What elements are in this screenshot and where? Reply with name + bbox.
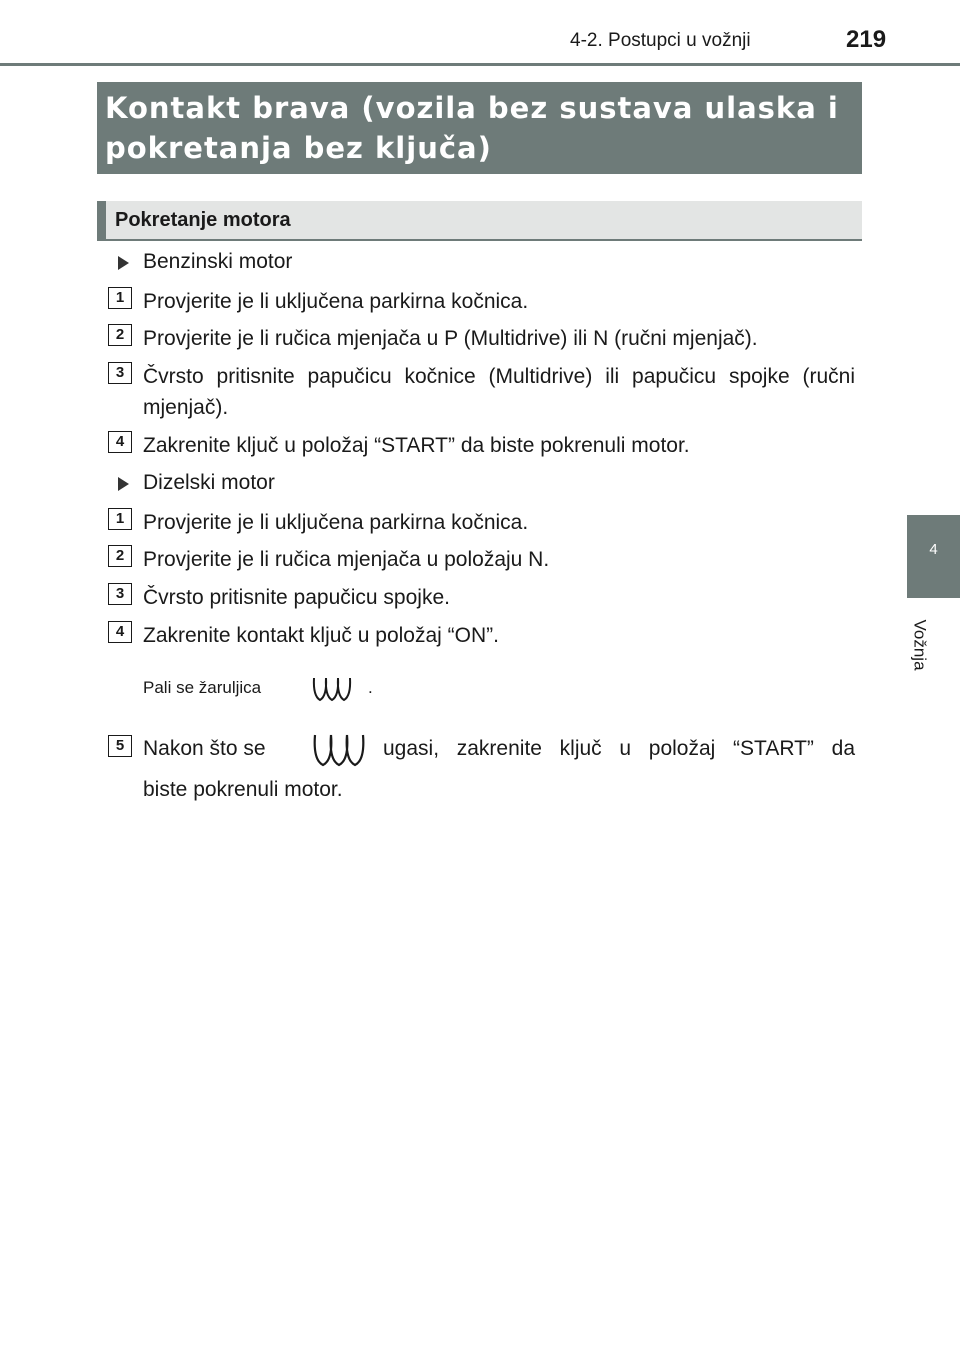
step-text: Zakrenite ključ u položaj “START” da biste pokrenuli motor. [143, 434, 690, 457]
triangle-bullet-icon [118, 477, 129, 491]
step-text: Zakrenite kontakt ključ u položaj “ON”. [143, 624, 499, 647]
header-rule [0, 63, 960, 66]
subtitle: Pokretanje motora [115, 209, 291, 231]
header-section: 4-2. Postupci u vožnji [570, 30, 751, 51]
step-number-box: 1 [108, 287, 132, 309]
subtitle-bar [97, 201, 106, 241]
step-number-box: 4 [108, 431, 132, 453]
side-tab-label [910, 605, 934, 685]
triangle-bullet-icon [118, 256, 129, 270]
page-number: 219 [846, 26, 887, 53]
petrol-heading-text: Benzinski motor [143, 250, 293, 273]
step5-text-line2: biste pokrenuli motor. [143, 778, 343, 801]
step-text: Provjerite je li uključena parkirna kočnica. [143, 511, 529, 534]
side-tab-number: 4 [929, 541, 938, 558]
step-text: Provjerite je li ručica mjenjača u P (Multidrive) ili N (ručni mjenjač). [143, 327, 758, 350]
step-number-box: 1 [108, 508, 132, 530]
step-number-box: 2 [108, 545, 132, 567]
step-number-box: 4 [108, 621, 132, 643]
step5-text-after: ugasi, zakrenite ključ u položaj “START” da [383, 737, 855, 760]
note-text: Pali se žaruljica [143, 678, 262, 697]
step-text: Provjerite je li uključena parkirna kočnica. [143, 290, 529, 313]
step-text: Čvrsto pritisnite papučicu spojke. [143, 586, 450, 609]
side-tab-label-text: Vožnja [910, 619, 930, 671]
step5-text-before: Nakon što se [143, 737, 266, 760]
subtitle-box [97, 201, 862, 241]
step-number-box: 3 [108, 583, 132, 605]
note-end: . [368, 678, 373, 697]
title-box [97, 82, 862, 174]
glow-plug-indicator-icon [310, 672, 356, 704]
step-number-box: 5 [108, 735, 132, 757]
page-title: Kontakt brava (vozila bez sustava ulaska i pokretanja bez ključa) [105, 91, 839, 165]
step-number-box: 3 [108, 362, 132, 384]
step-text: Provjerite je li ručica mjenjača u položaju N. [143, 548, 550, 571]
step-text: Čvrsto pritisnite papučicu kočnice (Multidrive) ili papučicu spojke (ručni mjenjač). [143, 365, 855, 419]
glow-plug-indicator-icon [310, 728, 366, 770]
step-number-box: 2 [108, 324, 132, 346]
side-tab[interactable] [907, 515, 960, 598]
diesel-heading-text: Dizelski motor [143, 471, 275, 494]
